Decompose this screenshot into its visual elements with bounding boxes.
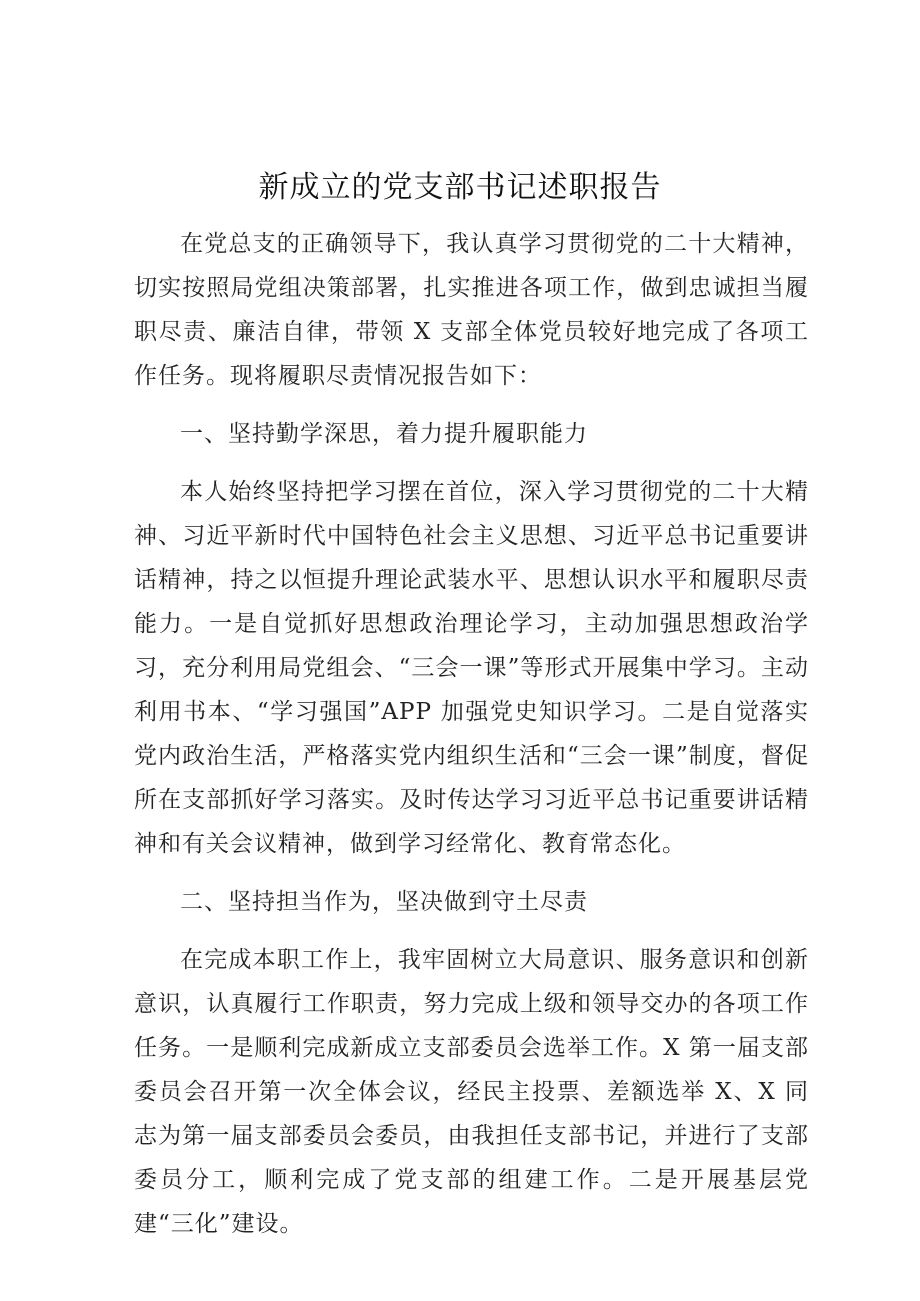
section-heading-1: 一、坚持勤学深思，着力提升履职能力	[180, 421, 588, 447]
section-heading-2: 二、坚持担当作为，坚决做到守土尽责	[180, 889, 588, 915]
document-body	[134, 222, 809, 1260]
intro-paragraph: 在党总支的正确领导下，我认真学习贯彻党的二十大精神，切实按照局党组决策部署，扎实推进各项工作，做到忠诚担当履职尽责、廉洁自律，带领 X 支部全体党员较好地完成了各项工作任务。现将履职尽责情况报告如下：	[134, 231, 809, 389]
document-title: 新成立的党支部书记述职报告	[258, 170, 662, 205]
section-2-paragraph: 在完成本职工作上，我牢固树立大局意识、服务意识和创新意识，认真履行工作职责，努力完成上级和领导交办的各项工作任务。一是顺利完成新成立支部委员会选举工作。X 第一届支部委员会召开第一次全体会议，经民主投票、差额选举 X、X 同志为第一届支部委员会委员，由我担任支部书记，并进行了支部委员分工，顺利完成了党支部的组建工作。二是开展基层党建“三化”建设。	[134, 947, 809, 1237]
section-1-paragraph: 本人始终坚持把学习摆在首位，深入学习贯彻党的二十大精神、习近平新时代中国特色社会主义思想、习近平总书记重要讲话精神，持之以恒提升理论武装水平、思想认识水平和履职尽责能力。一是自觉抓好思想政治理论学习，主动加强思想政治学习，充分利用局党组会、“三会一课”等形式开展集中学习。主动利用书本、“学习强国”APP 加强党史知识学习。二是自觉落实党内政治生活，严格落实党内组织生活和“三会一课”制度，督促所在支部抓好学习落实。及时传达学习习近平总书记重要讲话精神和有关会议精神，做到学习经常化、教育常态化。	[134, 479, 809, 857]
